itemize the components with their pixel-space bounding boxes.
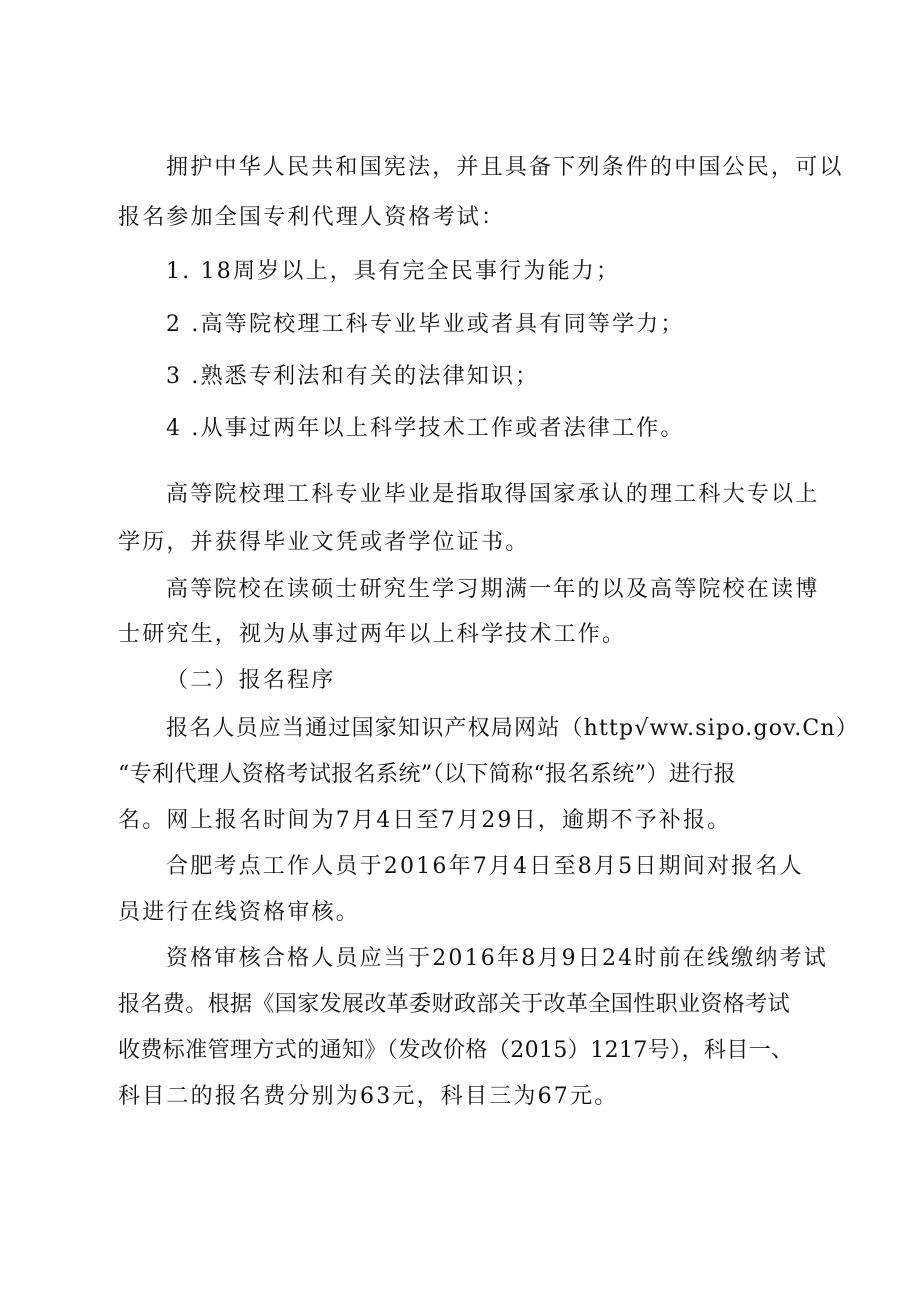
paragraph-degree-line-2: 学历，并获得毕业文凭或者学位证书。 (118, 530, 530, 555)
paragraph-registration-line-1: 报名人员应当通过国家知识产权局网站（http√ww.sipo.gov.Cn） (166, 716, 860, 741)
paragraph-graduate-line-2: 士研究生，视为从事过两年以上科学技术工作。 (118, 622, 627, 647)
paragraph-registration-line-2: “专利代理人资格考试报名系统”（以下简称“报名系统”）进行报 (118, 762, 736, 787)
list-item-condition-3: 3 .熟悉专利法和有关的法律知识； (166, 364, 540, 389)
paragraph-degree-line-1: 高等院校理工科专业毕业是指取得国家承认的理工科大专以上 (166, 482, 820, 507)
paragraph-review-line-2: 员进行在线资格审核。 (118, 900, 361, 925)
paragraph-eligibility-line-1: 拥护中华人民共和国宪法，并且具备下列条件的中国公民，可以 (166, 155, 844, 180)
list-item-condition-1: 1. 18周岁以上，具有完全民事行为能力； (166, 259, 621, 284)
paragraph-fee-line-4: 科目二的报名费分别为63元，科目三为67元。 (118, 1084, 619, 1109)
section-heading-registration: （二）报名程序 (166, 668, 336, 693)
paragraph-fee-line-1: 资格审核合格人员应当于2016年8月9日24时前在线缴纳考试 (166, 946, 828, 971)
list-item-condition-2: 2 .高等院校理工科专业毕业或者具有同等学力； (166, 312, 685, 337)
list-item-condition-4: 4 .从事过两年以上科学技术工作或者法律工作。 (166, 416, 685, 441)
paragraph-graduate-line-1: 高等院校在读硕士研究生学习期满一年的以及高等院校在读博 (166, 577, 820, 602)
paragraph-fee-line-3: 收费标准管理方式的通知》（发改价格（2015）1217号），科目一、 (118, 1038, 794, 1063)
paragraph-registration-line-3: 名。网上报名时间为7月4日至7月29日，逾期不予补报。 (118, 808, 732, 833)
paragraph-fee-line-2: 报名费。根据《国家发展改革委财政部关于改革全国性职业资格考试 (118, 992, 791, 1017)
paragraph-eligibility-line-2: 报名参加全国专利代理人资格考试： (118, 205, 506, 230)
paragraph-review-line-1: 合肥考点工作人员于2016年7月4日至8月5日期间对报名人 (166, 854, 804, 879)
